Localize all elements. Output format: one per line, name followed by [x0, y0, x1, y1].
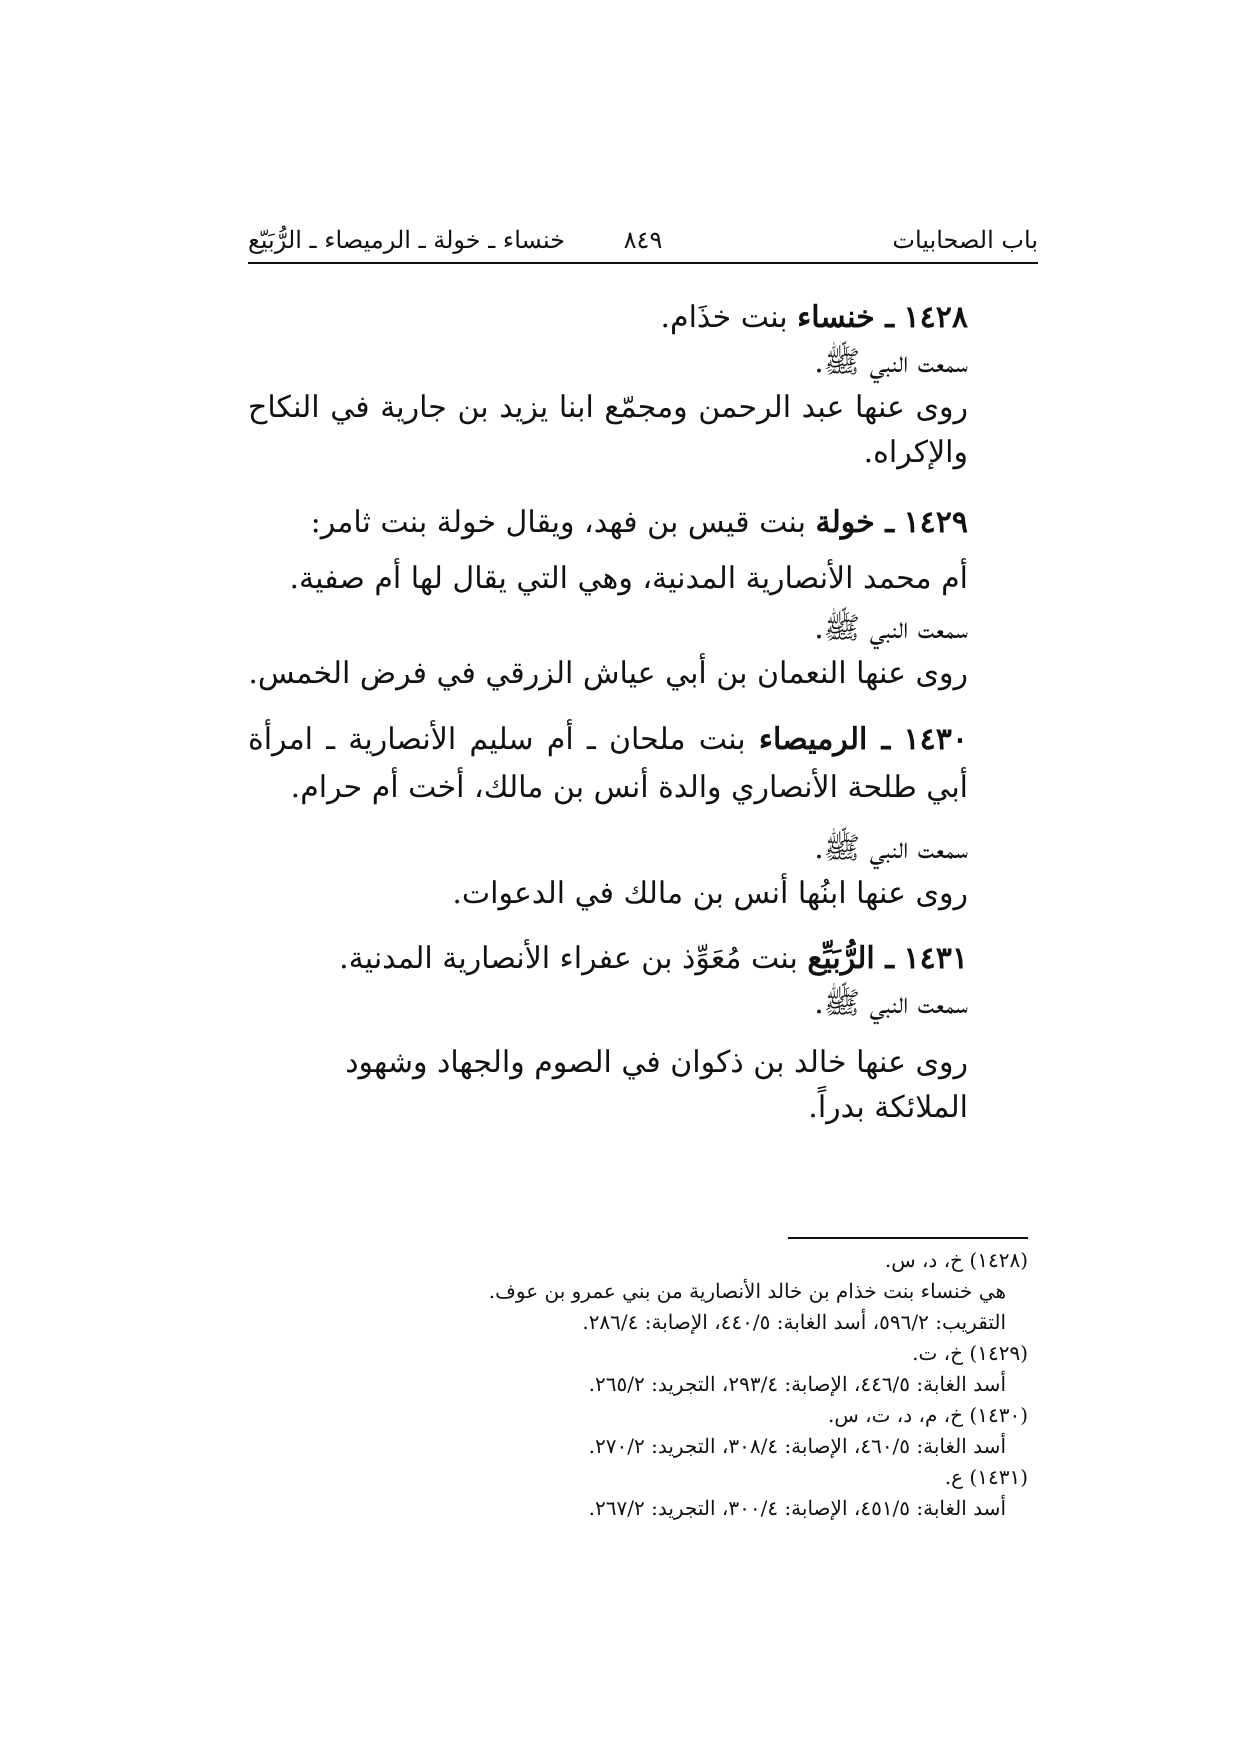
entry-number: ١٤٢٩: [903, 505, 968, 540]
entry-heading-rest: بنت ملحان ـ أم سليم الأنصارية ـ امرأة أبي طلحة الأنصاري والدة أنس بن مالك، أخت أم حرام.: [248, 722, 968, 805]
footnote-line: (١٤٣٠) خ، م، د، ت، س.: [828, 1403, 1028, 1427]
entry-1429: [248, 495, 1028, 696]
entry-line: أم محمد الأنصارية المدنية، وهي التي يقال لها أم صفية.: [289, 560, 968, 596]
footnote-line: أسد الغابة: ٤٥١/٥، الإصابة: ٣٠٠/٤، التجريد: ٢٦٧/٢.: [588, 1496, 1006, 1520]
footnote-line: أسد الغابة: ٤٤٦/٥، الإصابة: ٢٩٣/٤، التجريد: ٢٦٥/٢.: [588, 1372, 1006, 1396]
entry-number: ١٤٣٠: [903, 722, 968, 757]
main-text: [248, 295, 1028, 1130]
footnote-line: (١٤٢٨) خ، د، س.: [884, 1248, 1028, 1272]
entry-line: سمعت النبي ﷺ.: [814, 831, 968, 866]
chapter-title: باب الصحابيات: [892, 226, 1038, 254]
entry-heading-rest: بنت مُعَوِّذ بن عفراء الأنصارية المدنية.: [339, 941, 798, 976]
footnote-line: (١٤٣١) ع.: [944, 1465, 1028, 1489]
entry-name: خولة: [815, 505, 875, 540]
footnote-line: أسد الغابة: ٤٦٠/٥، الإصابة: ٣٠٨/٤، التجريد: ٢٧٠/٢.: [588, 1434, 1006, 1458]
footnote-rule: [788, 1237, 1028, 1239]
entry-line: روى عنها النعمان بن أبي عياش الزرقي في فرض الخمس.: [248, 656, 968, 691]
entry-name: الرُّبَيِّع: [807, 941, 875, 976]
footnotes: [248, 1245, 1028, 1524]
page-number: ٨٤٩: [623, 226, 663, 254]
entry-line: سمعت النبي ﷺ.: [814, 986, 968, 1021]
entry-heading: ١٤٣٠ ـ الرميصاء بنت ملحان ـ أم سليم الأنصارية ـ امرأة أبي طلحة الأنصاري والدة أنس بن مالك، أخت أم حرام.: [248, 722, 968, 805]
entry-line: سمعت النبي ﷺ.: [814, 611, 968, 646]
entry-1428: [248, 295, 1028, 475]
section-names: خنساء ـ خولة ـ الرميصاء ـ الرُّبَيّع: [248, 226, 566, 254]
entry-number: ١٤٢٨: [903, 300, 968, 335]
entry-1430: [248, 716, 1028, 916]
footnote-line: هي خنساء بنت خذام بن خالد الأنصارية من بني عمرو بن عوف.: [488, 1279, 1006, 1303]
running-header: [248, 222, 1038, 262]
footnote-line: (١٤٢٩) خ، ت.: [912, 1341, 1028, 1365]
entry-heading-rest: بنت خذَام.: [660, 300, 788, 335]
entry-name: الرميصاء: [758, 722, 868, 757]
entry-line: روى عنها عبد الرحمن ومجمّع ابنا يزيد بن جارية في النكاح والإكراه.: [248, 390, 968, 470]
entry-line: سمعت النبي ﷺ.: [814, 345, 968, 380]
entry-1431: [248, 936, 1028, 1130]
footnote-line: التقريب: ٥٩٦/٢، أسد الغابة: ٤٤٠/٥، الإصابة: ٢٨٦/٤.: [582, 1310, 1006, 1334]
entry-heading: ١٤٣١ ـ الرُّبَيِّع بنت مُعَوِّذ بن عفراء الأنصارية المدنية.: [339, 941, 968, 976]
entry-heading: ١٤٢٨ ـ خنساء بنت خذَام.: [660, 300, 968, 335]
entry-number: ١٤٣١: [903, 941, 968, 976]
header-rule: [248, 262, 1038, 264]
entry-heading: ١٤٢٩ ـ خولة بنت قيس بن فهد، ويقال خولة بنت ثامر:: [310, 505, 968, 540]
entry-line: روى عنها ابنُها أنس بن مالك في الدعوات.: [452, 876, 968, 911]
entry-heading-rest: بنت قيس بن فهد، ويقال خولة بنت ثامر:: [310, 505, 806, 540]
entry-line: روى عنها خالد بن ذكوان في الصوم والجهاد وشهود الملائكة بدراً.: [345, 1045, 968, 1125]
entry-name: خنساء: [797, 300, 875, 335]
